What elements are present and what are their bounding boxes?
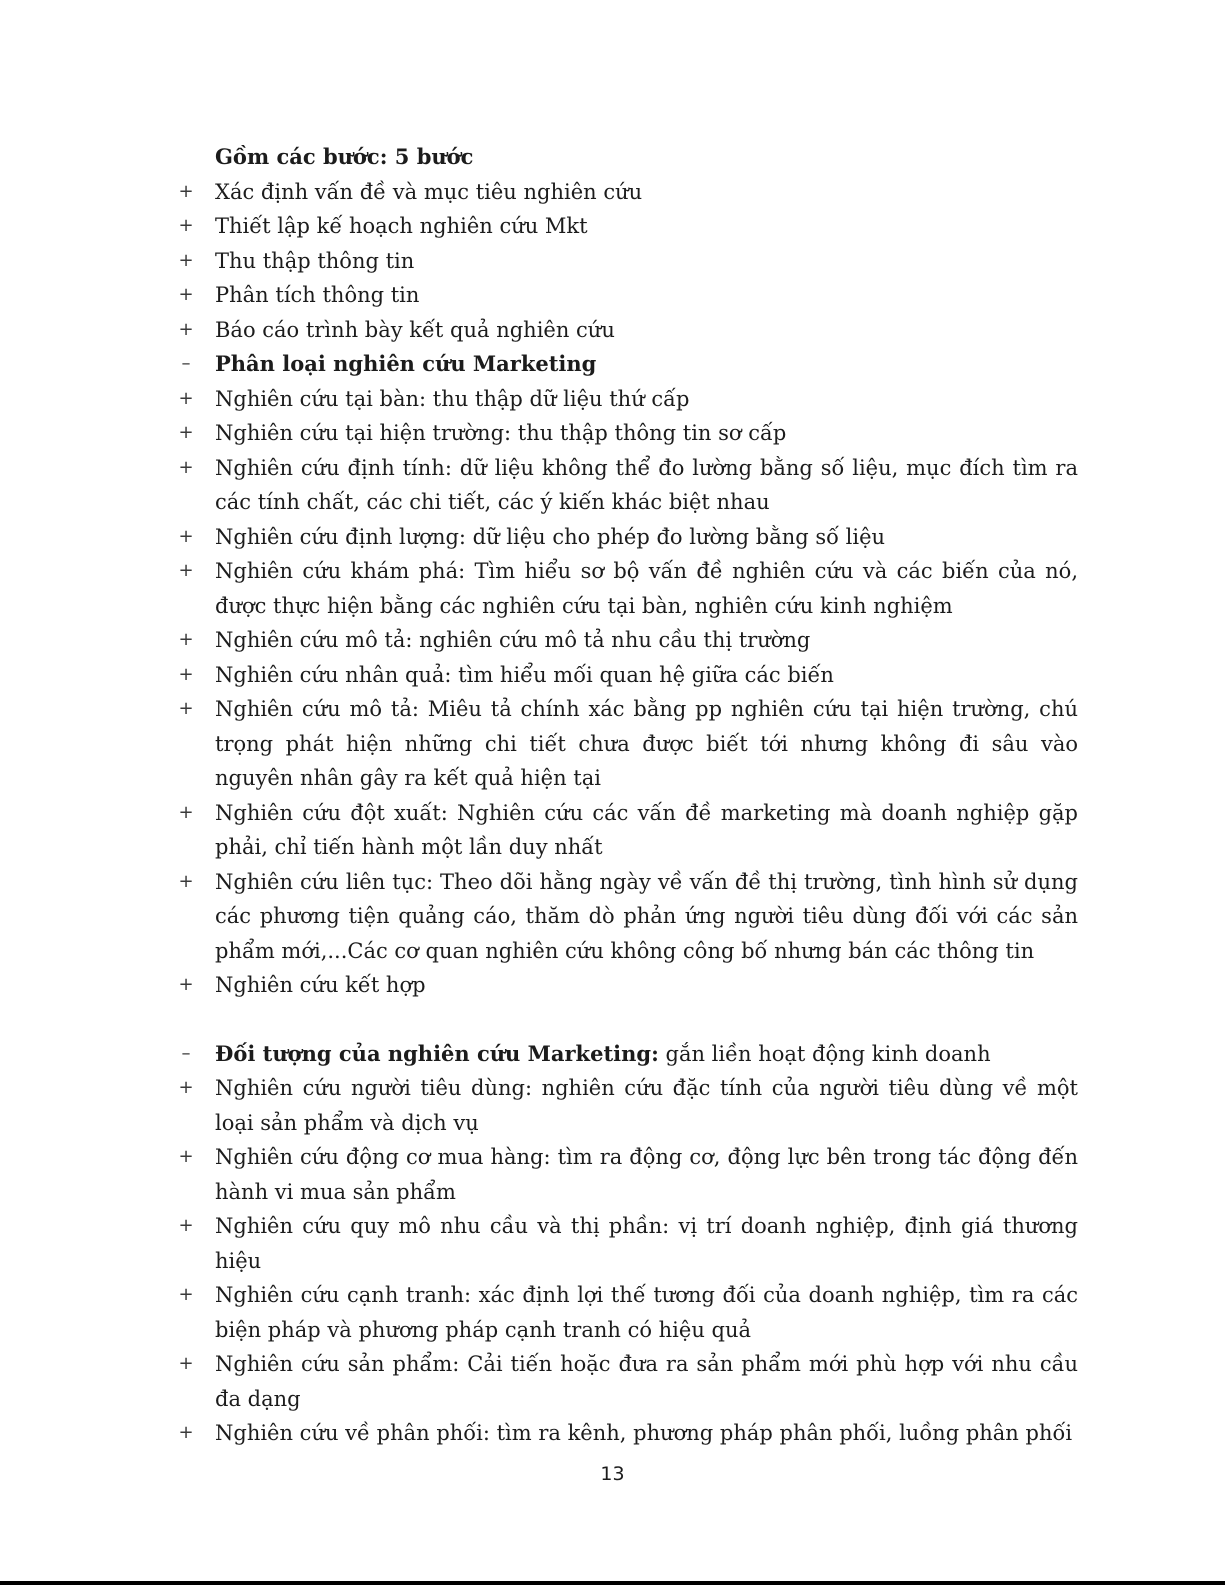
list-item-text: Nghiên cứu mô tả: nghiên cứu mô tả nhu cầu thị trường	[215, 628, 811, 652]
plus-bullet-icon: +	[178, 698, 194, 719]
plus-bullet-icon: +	[178, 249, 194, 271]
list-item	[0, 313, 1225, 348]
plus-bullet-icon: +	[178, 318, 194, 340]
list-item	[0, 1071, 1225, 1140]
list-item	[0, 658, 1225, 693]
plus-bullet-icon: +	[178, 1146, 194, 1167]
plus-bullet-icon: +	[178, 560, 194, 581]
objects-heading-row	[0, 1037, 1225, 1072]
list-item	[0, 244, 1225, 279]
steps-heading-row	[0, 140, 1225, 175]
plus-bullet-icon: +	[178, 456, 194, 478]
classification-heading-row	[0, 347, 1225, 382]
plus-bullet-icon: +	[178, 663, 194, 685]
plus-bullet-icon: +	[178, 1215, 194, 1236]
list-item-text: Nghiên cứu tại hiện trường: thu thập thông tin sơ cấp	[215, 421, 787, 445]
objects-heading-rest: gắn liền hoạt động kinh doanh	[658, 1041, 991, 1066]
plus-bullet-icon: +	[178, 1077, 194, 1098]
plus-bullet-icon: +	[178, 215, 194, 236]
list-item	[0, 1278, 1225, 1347]
list-item	[0, 382, 1225, 417]
plus-bullet-icon: +	[178, 525, 194, 547]
plus-bullet-icon: +	[178, 801, 194, 823]
plus-bullet-icon: +	[178, 387, 194, 409]
list-item	[0, 209, 1225, 244]
steps-heading: Gồm các bước: 5 bước	[215, 144, 474, 169]
list-item	[0, 865, 1225, 969]
list-item	[0, 692, 1225, 796]
plus-bullet-icon: +	[178, 974, 194, 995]
list-item	[0, 416, 1225, 451]
plus-bullet-icon: +	[178, 1422, 194, 1443]
list-item-text: Nghiên cứu đột xuất: Nghiên cứu các vấn đề marketing mà doanh nghiệp gặp phải, chỉ tiến hành một lần duy nhất	[215, 800, 1078, 859]
list-item	[0, 278, 1225, 313]
page-content	[0, 140, 1225, 1451]
list-item-text: Nghiên cứu định lượng: dữ liệu cho phép đo lường bằng số liệu	[215, 524, 886, 549]
list-item	[0, 623, 1225, 658]
list-item	[0, 451, 1225, 520]
plus-bullet-icon: +	[178, 870, 194, 892]
classification-heading: Phân loại nghiên cứu Marketing	[215, 351, 597, 376]
list-item	[0, 1140, 1225, 1209]
list-item-text: Báo cáo trình bày kết quả nghiên cứu	[215, 317, 615, 342]
section-spacer	[0, 1003, 1225, 1037]
list-item-text: Nghiên cứu người tiêu dùng: nghiên cứu đặc tính của người tiêu dùng về một loại sản phẩm và dịch vụ	[215, 1076, 1078, 1135]
objects-heading-bold: Đối tượng của nghiên cứu Marketing:	[215, 1040, 659, 1066]
list-item	[0, 520, 1225, 555]
list-item	[0, 175, 1225, 210]
list-item-text: Xác định vấn đề và mục tiêu nghiên cứu	[215, 179, 643, 204]
plus-bullet-icon: +	[178, 284, 194, 305]
list-item-text: Nghiên cứu liên tục: Theo dõi hằng ngày về vấn đề thị trường, tình hình sử dụng các phương tiện quảng cáo, thăm dò phản ứng người tiêu dùng đối với các sản phẩm mới,...Các cơ quan nghiên cứu không công bố nhưng bán các thông tin	[215, 869, 1078, 963]
list-item-text: Thiết lập kế hoạch nghiên cứu Mkt	[215, 214, 588, 238]
list-item-text: Nghiên cứu sản phẩm: Cải tiến hoặc đưa ra sản phẩm mới phù hợp với nhu cầu đa dạng	[215, 1352, 1078, 1411]
plus-bullet-icon: +	[178, 180, 194, 202]
list-item	[0, 796, 1225, 865]
list-item-text: Phân tích thông tin	[215, 283, 420, 307]
objects-heading	[215, 1037, 1078, 1072]
plus-bullet-icon: +	[178, 1353, 194, 1374]
list-item-text: Nghiên cứu nhân quả: tìm hiểu mối quan hệ giữa các biến	[215, 662, 834, 687]
list-item	[0, 554, 1225, 623]
list-item	[0, 1416, 1225, 1451]
list-item-text: Nghiên cứu quy mô nhu cầu và thị phần: vị trí doanh nghiệp, định giá thương hiệu	[215, 1214, 1078, 1273]
page-number: 13	[600, 1463, 625, 1485]
list-item-text: Nghiên cứu động cơ mua hàng: tìm ra động cơ, động lực bên trong tác động đến hành vi mua sản phẩm	[215, 1145, 1078, 1204]
bottom-border	[0, 1581, 1225, 1585]
plus-bullet-icon: +	[178, 1284, 194, 1305]
list-item-text: Nghiên cứu định tính: dữ liệu không thể đo lường bằng số liệu, mục đích tìm ra các tính chất, các chi tiết, các ý kiến khác biệt nhau	[215, 455, 1078, 514]
plus-bullet-icon: +	[178, 422, 194, 443]
plus-bullet-icon: +	[178, 629, 194, 650]
list-item-text: Nghiên cứu tại bàn: thu thập dữ liệu thứ cấp	[215, 386, 690, 411]
dash-bullet-icon: –	[181, 353, 191, 374]
list-item-text: Nghiên cứu cạnh tranh: xác định lợi thế tương đối của doanh nghiệp, tìm ra các biện pháp và phương pháp cạnh tranh có hiệu quả	[215, 1283, 1078, 1342]
list-item-text: Nghiên cứu khám phá: Tìm hiểu sơ bộ vấn đề nghiên cứu và các biến của nó, được thực hiện bằng các nghiên cứu tại bàn, nghiên cứu kinh nghiệm	[215, 559, 1078, 618]
list-item-text: Nghiên cứu mô tả: Miêu tả chính xác bằng pp nghiên cứu tại hiện trường, chú trọng phát hiện những chi tiết chưa được biết tới nhưng không đi sâu vào nguyên nhân gây ra kết quả hiện tại	[215, 697, 1078, 790]
list-item-text: Thu thập thông tin	[215, 248, 415, 273]
list-item-text: Nghiên cứu về phân phối: tìm ra kênh, phương pháp phân phối, luồng phân phối	[215, 1421, 1073, 1445]
list-item	[0, 968, 1225, 1003]
dash-bullet-icon: –	[181, 1042, 191, 1064]
list-item	[0, 1347, 1225, 1416]
list-item-text: Nghiên cứu kết hợp	[215, 973, 426, 997]
list-item	[0, 1209, 1225, 1278]
